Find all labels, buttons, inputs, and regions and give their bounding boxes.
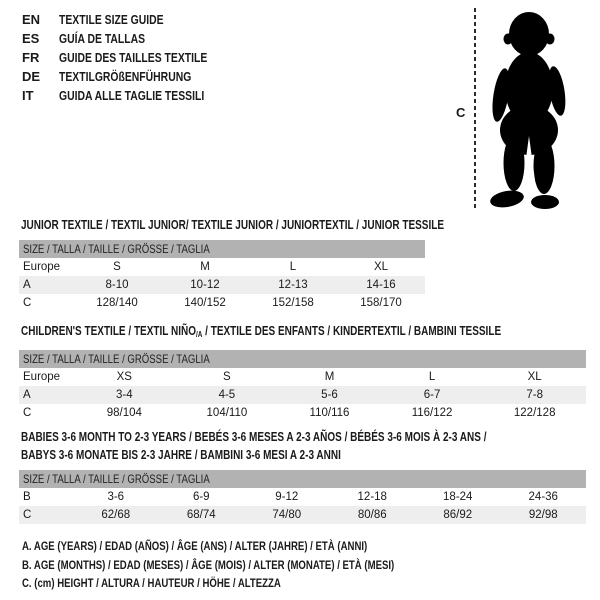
language-title: TEXTILE SIZE GUIDE [59,12,164,27]
size-cell: 122/128 [513,407,556,419]
size-cell: XL [373,261,389,273]
language-code: ES [22,31,40,46]
language-title: GUÍA DE TALLAS [59,31,146,46]
table-title [19,322,586,344]
size-cell: 62/68 [101,509,131,521]
size-cell: 86/92 [443,509,473,521]
table-header-label: SIZE / TALLA / TAILLE / GRÖSSE / TAGLIA [23,472,210,486]
size-cell: 68/74 [186,509,216,521]
row-label: C [23,297,32,309]
size-table-children [19,322,586,422]
row-label: C [23,407,32,419]
table-title-line: BABYS 3-6 MONATE BIS 2-3 JAHRE / BAMBINI 3-6 MESI A 2-3 ANNI [21,448,341,462]
size-cell: 3-4 [115,389,133,401]
table-row [19,258,425,276]
table-header-bar [19,240,425,258]
language-row [22,67,244,86]
size-table-grid [19,258,425,312]
row-label: Europe [23,261,61,273]
size-cell: M [200,261,210,273]
table-row [19,506,586,524]
baby-silhouette-icon [478,8,580,210]
language-code: DE [22,69,41,84]
size-cell: 4-5 [218,389,236,401]
table-row [19,368,586,386]
size-cell: 10-12 [190,279,220,291]
size-cell: 6-9 [192,491,210,503]
size-cell: S [113,261,121,273]
language-title: TEXTILGRÖßENFÜHRUNG [59,69,192,84]
size-cell: 9-12 [275,491,299,503]
size-cell: 3-6 [107,491,125,503]
language-title: GUIDA ALLE TAGLIE TESSILI [59,88,205,103]
legend-row: A. AGE (YEARS) / EDAD (AÑOS) / ÂGE (ANS) / ALTER (JAHRE) / ETÀ (ANNI) [22,539,368,553]
table-row [19,488,586,506]
row-label: Europe [23,371,61,383]
size-cell: 12-18 [357,491,387,503]
table-title-line: CHILDREN'S TEXTILE / TEXTIL $NIÑO_{/A}$ / TEXTILE DES ENFANTS / KINDERTEXTIL / BAMBINI TESSILE [21,324,502,339]
table-header-label: SIZE / TALLA / TAILLE / GRÖSSE / TAGLIA [23,352,210,366]
size-table-grid [19,488,586,524]
size-cell: XS [116,371,132,383]
table-header-bar [19,350,586,368]
height-dashed-line [474,8,476,209]
legend-row: B. AGE (MONTHS) / EDAD (MESES) / ÂGE (MOIS) / ALTER (MONATE) / ETÀ (MESI) [22,557,395,572]
size-cell: 18-24 [443,491,473,503]
table-row [19,276,425,294]
size-cell: 74/80 [272,509,302,521]
size-cell: 6-7 [423,389,441,401]
size-cell: M [324,371,335,383]
size-cell: 104/110 [206,407,248,419]
size-cell: S [223,371,231,383]
size-cell: L [289,261,297,273]
language-row [22,86,244,105]
table-title-line: JUNIOR TEXTILE / TEXTIL JUNIOR/ TEXTILE JUNIOR / JUNIORTEXTIL / JUNIOR TESSILE [21,218,445,232]
legend-row: C. (cm) HEIGHT / ALTURA / HAUTEUR / HÖHE / ALTEZZA [22,576,281,590]
measurement-legend [22,537,487,593]
table-title [19,216,445,234]
language-title: GUIDE DES TAILLES TEXTILE [59,50,208,65]
table-header-label: SIZE / TALLA / TAILLE / GRÖSSE / TAGLIA [23,242,210,256]
size-cell: 80/86 [357,509,387,521]
size-cell: 5-6 [321,389,338,401]
language-code: FR [22,50,40,65]
row-label: B [23,491,31,503]
size-cell: 92/98 [528,509,558,521]
size-cell: 14-16 [366,279,396,291]
size-cell: L [428,371,436,383]
size-cell: 152/158 [272,297,314,309]
size-cell: 98/104 [106,407,142,419]
language-code: EN [22,12,41,27]
size-cell: XL [527,371,542,383]
table-title [19,428,586,464]
table-row [19,294,425,312]
table-row [19,386,586,404]
language-row [22,10,244,29]
size-cell: 116/122 [411,407,453,419]
size-table-grid [19,368,586,422]
size-table-junior [19,216,445,312]
language-code: IT [22,88,34,103]
size-cell: 128/140 [96,297,138,309]
height-figure [450,0,600,215]
table-header-bar [19,470,586,488]
size-cell: 7-8 [526,389,543,401]
language-header [22,10,244,105]
row-label: A [23,279,31,291]
size-cell: 140/152 [184,297,226,309]
size-cell: 110/116 [309,407,350,419]
language-row [22,29,244,48]
language-row [22,48,244,67]
row-label: C [23,509,32,521]
size-table-babies [19,428,586,524]
size-cell: 8-10 [105,279,129,291]
table-row [19,404,586,422]
table-title-line: BABIES 3-6 MONTH TO 2-3 YEARS / BEBÉS 3-6 MESES A 2-3 AÑOS / BÉBÉS 3-6 MOIS À 2-3 ANS / [21,430,487,444]
height-marker-label: C [456,105,466,120]
size-cell: 24-36 [528,491,558,503]
size-cell: 158/170 [360,297,402,309]
row-label: A [23,389,31,401]
size-cell: 12-13 [278,279,308,291]
